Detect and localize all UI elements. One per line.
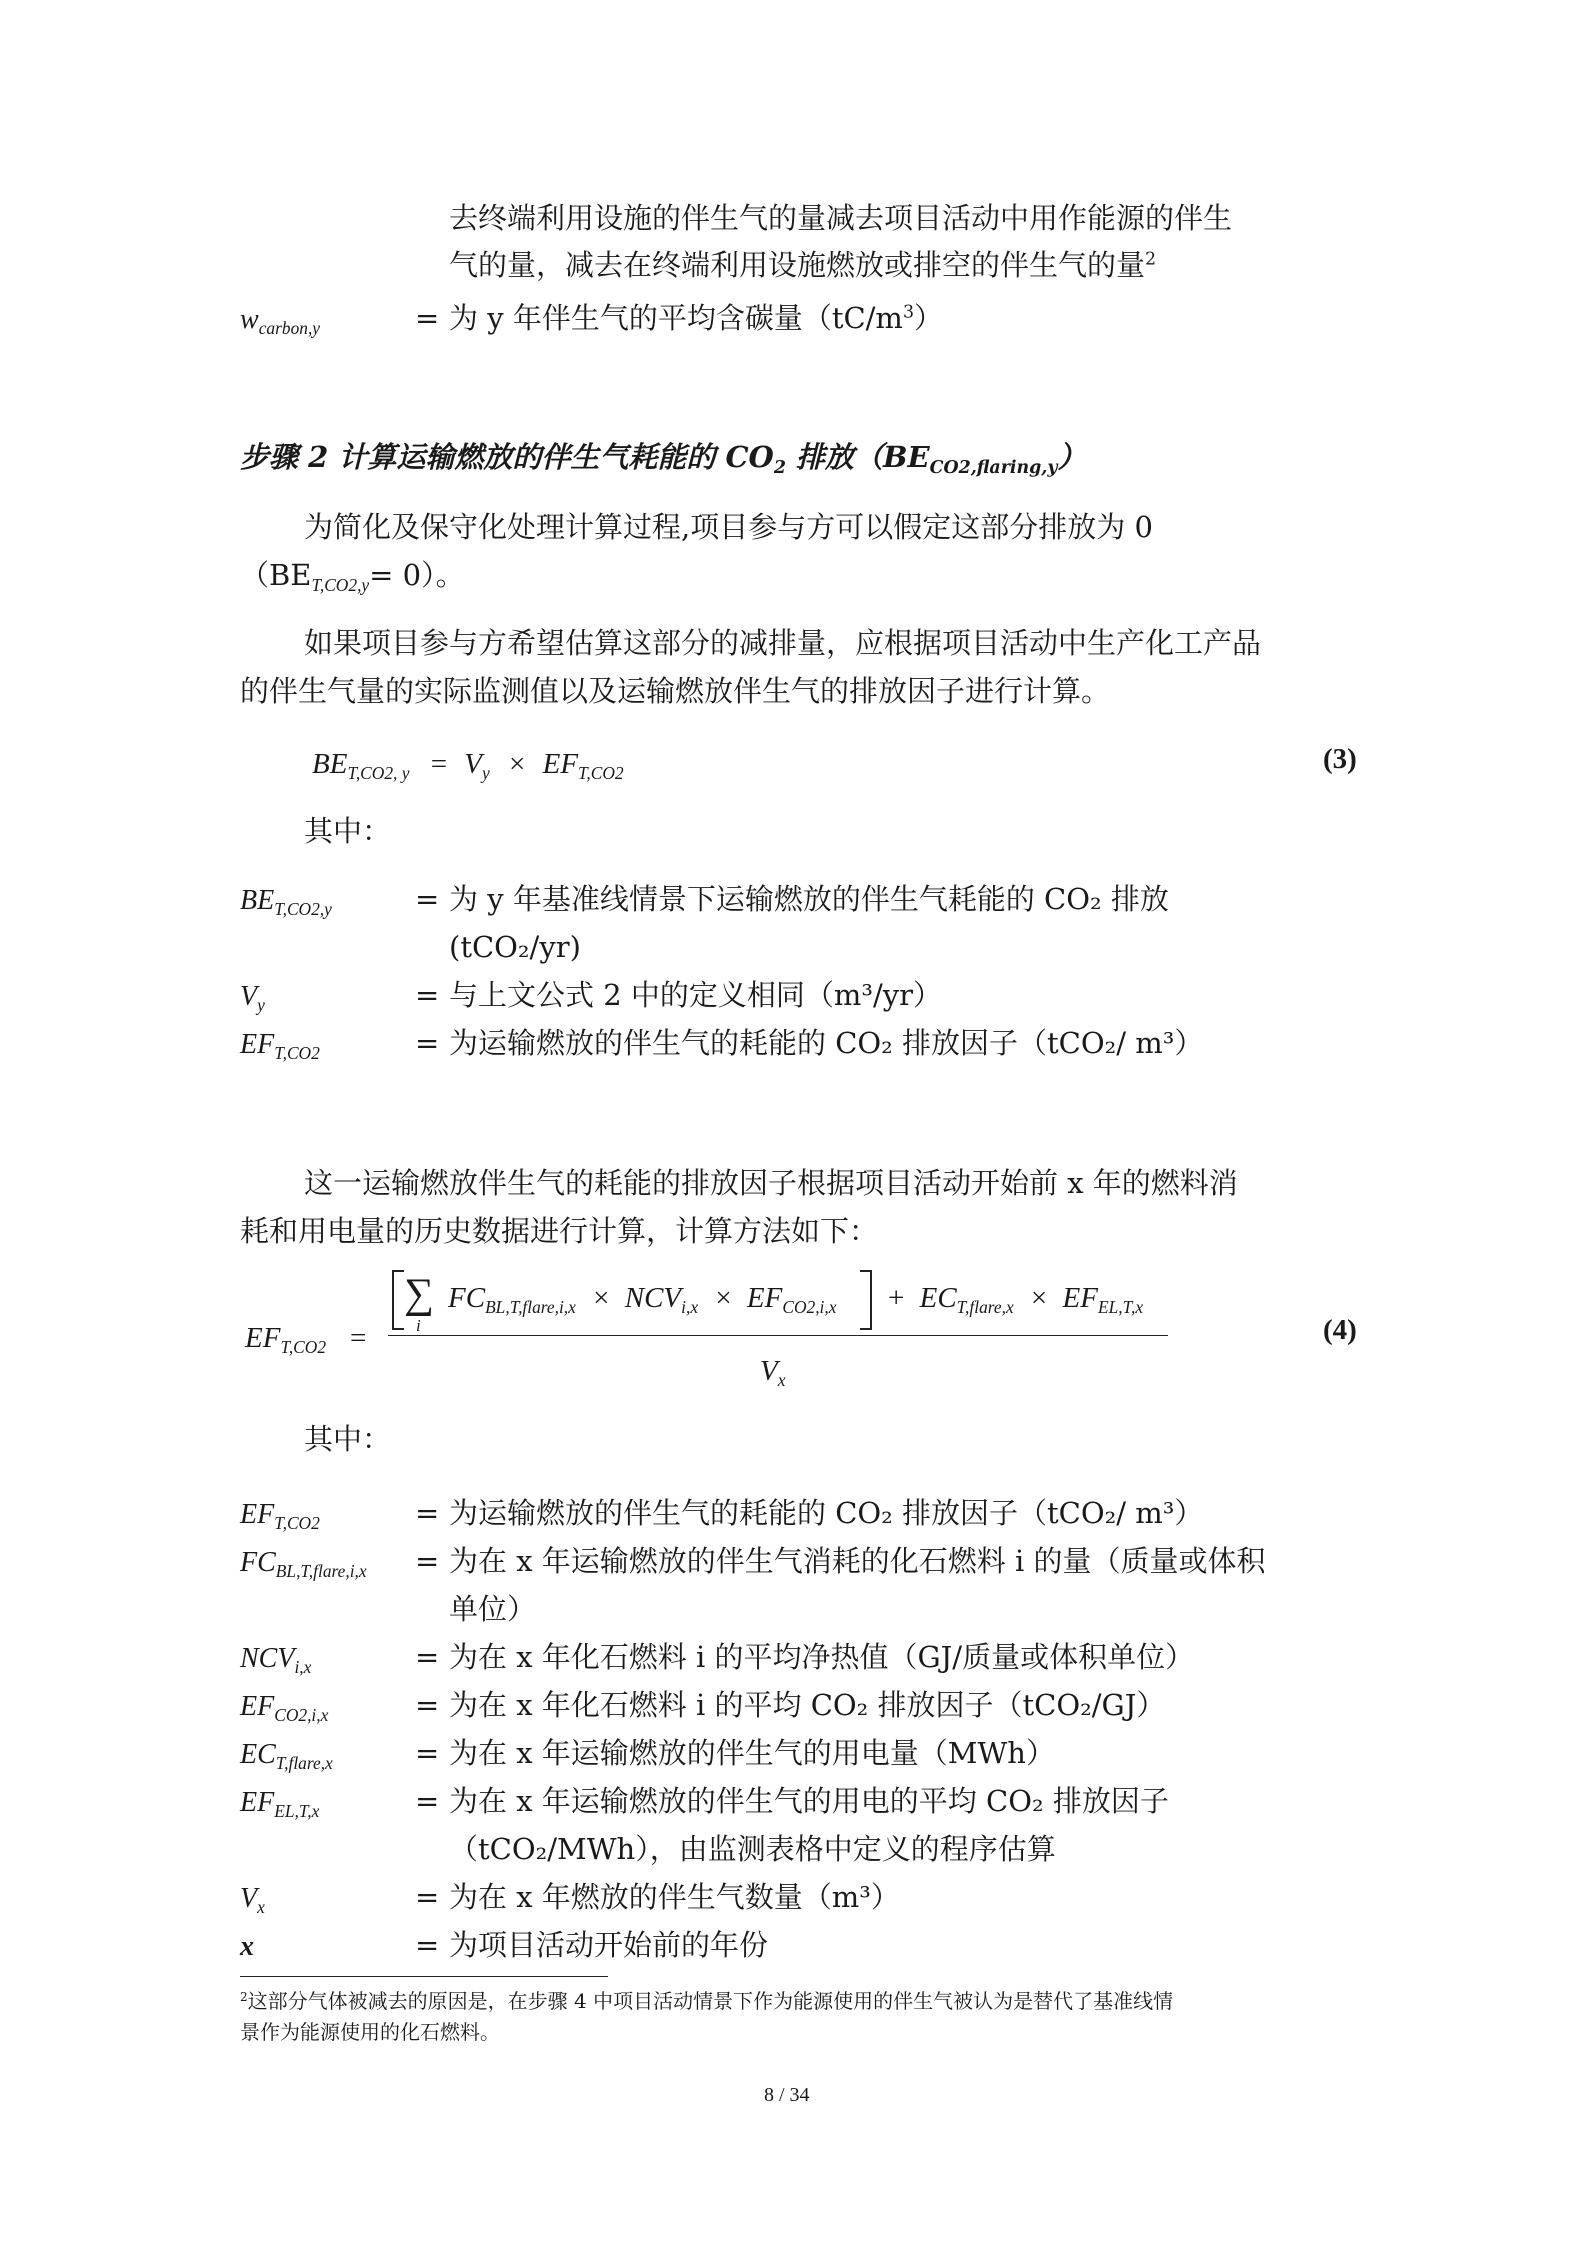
eq4-lhs: $EF_{T,CO2}$ [245,1322,327,1358]
continuation-line-1: 去终端利用设施的伴生气的量减去项目活动中用作能源的伴生 [449,201,1233,235]
def-text: 为在 x 年运输燃放的伴生气的用电的平均 CO₂ 排放因子 [449,1784,1169,1818]
equation-3-number: (3) [1323,743,1357,775]
page-number: 8 / 34 [764,2084,810,2106]
def-text: 为在 x 年化石燃料 i 的平均净热值（GJ/质量或体积单位） [449,1640,1195,1674]
equation-4 [240,1258,1360,1418]
def-equals: = [415,1880,440,1914]
def-equals: = [415,1928,440,1962]
def-symbol: $V_y$ [240,981,265,1016]
def-text-cont: （tCO₂/MWh），由监测表格中定义的程序估算 [449,1832,1056,1866]
eq4-numerator-right: + $EC_{T,flare,x} \times EF_{EL,T,x}$ [888,1282,1144,1318]
step2-para1-line1: 为简化及保守化处理计算过程,项目参与方可以假定这部分排放为 0 [304,510,1153,544]
eq4-fraction-bar [388,1335,1168,1336]
def-text: 为运输燃放的伴生气的耗能的 CO₂ 排放因子（tCO₂/ m³） [449,1026,1204,1060]
def-equals: = [415,882,440,916]
def-symbol: $EF_{EL,T,x}$ [240,1787,320,1822]
equation-4-number: (4) [1323,1314,1357,1346]
where-label-2: 其中： [304,1422,392,1456]
def-text-cont: 单位） [449,1592,537,1626]
def-symbol: $NCV_{i,x}$ [240,1643,312,1678]
footnote-separator [240,1976,608,1977]
where-label-1: 其中： [304,814,392,848]
def-text: 为项目活动开始前的年份 [449,1928,769,1962]
step2-heading: 步骤 2 计算运输燃放的伴生气耗能的 $CO_2$ 排放$(BE_{CO2,flaring,y})$ [240,440,1087,479]
def-text: 为在 x 年运输燃放的伴生气的用电量（MWh） [449,1736,1055,1770]
def-equals: = [415,1640,440,1674]
continuation-line-2: 气的量，减去在终端利用设施燃放或排空的伴生气的量$^2$ [449,248,1157,282]
para3-line2: 耗和用电量的历史数据进行计算，计算方法如下： [240,1214,879,1248]
def-symbol: $FC_{BL,T,flare,i,x}$ [240,1547,367,1582]
def-carbon-text: 为 y 年伴生气的平均含碳量$(tC/m^3)$ [449,301,944,335]
def-symbol: $EC_{T,flare,x}$ [240,1739,333,1774]
def-text: 与上文公式 2 中的定义相同（m³/yr） [449,978,943,1012]
def-equals: = [415,1026,440,1060]
step2-para2-line1: 如果项目参与方希望估算这部分的减排量，应根据项目活动中生产化工产品 [304,626,1262,660]
def-carbon-symbol: $w_{carbon,y}$ [240,304,321,339]
def-symbol: $EF_{T,CO2}$ [240,1499,320,1534]
footnote-line-1: $^2$这部分气体被减去的原因是，在步骤 4 中项目活动情景下作为能源使用的伴生气被认为是替代了基准线情 [240,1989,1174,2013]
footnote-ref[interactable]: 2 [1145,249,1157,270]
equation-3: $BE_{T,CO2, y} = V_y \times EF_{T,CO2}$ [312,748,624,784]
footnote-line-2: 景作为能源使用的化石燃料。 [240,2020,500,2044]
def-text: 为在 x 年运输燃放的伴生气消耗的化石燃料 i 的量（质量或体积 [449,1544,1266,1578]
eq4-denominator: $V_x$ [760,1355,786,1391]
def-text: 为在 x 年燃放的伴生气数量（m³） [449,1880,900,1914]
eq4-equals: = [350,1322,367,1354]
def-carbon-equals: = [415,301,440,335]
def-text: 为运输燃放的伴生气的耗能的 CO₂ 排放因子（tCO₂/ m³） [449,1496,1204,1530]
def-equals: = [415,1736,440,1770]
step2-para2-line2: 的伴生气量的实际监测值以及运输燃放伴生气的排放因子进行计算。 [240,674,1111,708]
eq4-numerator: $FC_{BL,T,flare,i,x} \times NCV_{i,x} \times EF_{CO2,i,x}$ [448,1282,837,1318]
eq4-sum-symbol: ∑ [404,1271,434,1317]
def-equals: = [415,1688,440,1722]
def-symbol: $EF_{CO2,i,x}$ [240,1691,329,1726]
def-text: 为 y 年基准线情景下运输燃放的伴生气耗能的 CO₂ 排放 [449,882,1169,916]
eq4-left-bracket [392,1270,404,1330]
def-text-cont: (tCO₂/yr) [449,930,581,964]
def-symbol: $EF_{T,CO2}$ [240,1029,320,1064]
def-equals: = [415,1544,440,1578]
step2-para1-line2: $(BE_{T,CO2,y}= 0)$。 [240,558,465,596]
def-text: 为在 x 年化石燃料 i 的平均 CO₂ 排放因子（tCO₂/GJ） [449,1688,1166,1722]
def-equals: = [415,978,440,1012]
def-equals: = [415,1784,440,1818]
para3-line1: 这一运输燃放伴生气的耗能的排放因子根据项目活动开始前 x 年的燃料消 [304,1166,1238,1200]
def-symbol: $BE_{T,CO2,y}$ [240,885,332,920]
def-equals: = [415,1496,440,1530]
def-symbol: $V_x$ [240,1883,265,1918]
eq4-sum-index: i [416,1316,421,1335]
def-symbol: x [240,1931,254,1962]
eq4-right-bracket [860,1270,872,1330]
